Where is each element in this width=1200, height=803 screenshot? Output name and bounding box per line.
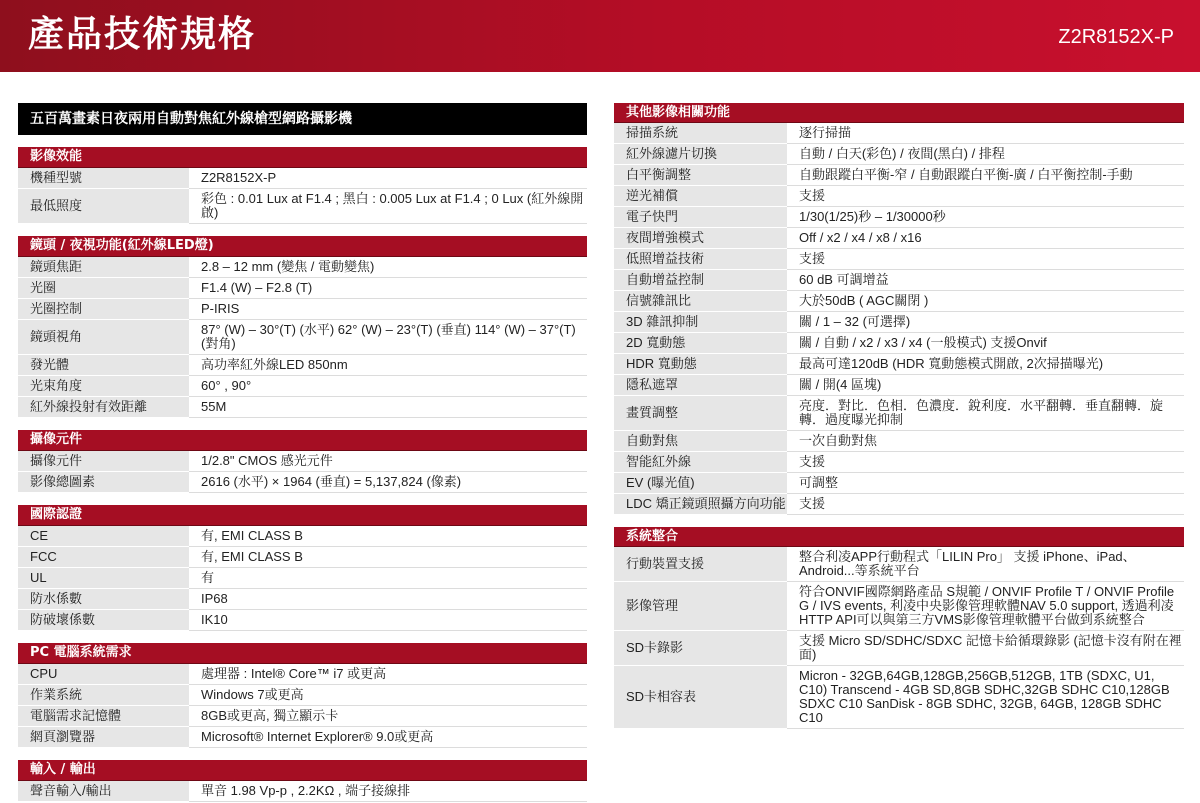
spec-label: 光圈 [18,278,189,299]
spec-section [614,103,1184,515]
spec-value: IP68 [189,589,587,610]
spec-value: Microsoft® Internet Explorer® 9.0或更高 [189,727,587,748]
spec-value: IK10 [189,610,587,631]
spec-value: 自動跟蹤白平衡-窄 / 自動跟蹤白平衡-廣 / 白平衡控制-手動 [787,165,1184,186]
spec-section [18,430,587,493]
spec-label: 夜間增強模式 [614,228,787,249]
model-number: Z2R8152X-P [1058,26,1174,48]
spec-row [18,189,587,224]
spec-value: 2616 (水平) × 1964 (垂直) = 5,137,824 (像素) [189,472,587,493]
spec-value: Windows 7或更高 [189,685,587,706]
left-column [18,103,587,802]
spec-row [18,168,587,189]
spec-label: EV (曝光值) [614,473,787,494]
spec-label: 機種型號 [18,168,189,189]
spec-value: 支援 [787,494,1184,515]
spec-row [18,685,587,706]
spec-row [614,431,1184,452]
spec-value: 大於50dB ( AGC關閉 ) [787,291,1184,312]
spec-row [18,727,587,748]
spec-label: CE [18,526,189,547]
spec-label: 電腦需求記憶體 [18,706,189,727]
spec-row [614,452,1184,473]
spec-value: 1/30(1/25)秒 – 1/30000秒 [787,207,1184,228]
spec-row [18,664,587,685]
spec-value: 逐行掃描 [787,123,1184,144]
section-heading: 鏡頭 / 夜視功能(紅外線LED燈) [18,236,587,257]
spec-label: 信號雜訊比 [614,291,787,312]
spec-row [18,320,587,355]
spec-row [18,472,587,493]
spec-row [614,186,1184,207]
spec-section [18,505,587,631]
spec-row [614,291,1184,312]
spec-row [18,589,587,610]
section-heading: 輸入 / 輸出 [18,760,587,781]
spec-value: 高功率紅外線LED 850nm [189,355,587,376]
section-heading: 攝像元件 [18,430,587,451]
spec-table [614,547,1184,729]
spec-label: SD卡錄影 [614,631,787,666]
spec-label: 網頁瀏覽器 [18,727,189,748]
spec-label: 低照增益技術 [614,249,787,270]
spec-label: 白平衡調整 [614,165,787,186]
spec-label: 光束角度 [18,376,189,397]
spec-row [614,144,1184,165]
spec-label: 防水係數 [18,589,189,610]
spec-label: 自動增益控制 [614,270,787,291]
spec-value: 支援 [787,249,1184,270]
spec-row [18,526,587,547]
spec-label: 2D 寬動態 [614,333,787,354]
spec-label: 掃描系統 [614,123,787,144]
spec-label: FCC [18,547,189,568]
spec-label: LDC 矯正鏡頭照攝方向功能 [614,494,787,515]
product-title: 五百萬畫素日夜兩用自動對焦紅外線槍型網路攝影機 [18,103,587,135]
spec-value: 關 / 開(4 區塊) [787,375,1184,396]
spec-label: 聲音輸入/輸出 [18,781,189,802]
spec-value: 支援 [787,186,1184,207]
spec-label: 鏡頭視角 [18,320,189,355]
spec-label: CPU [18,664,189,685]
spec-value: 87° (W) – 30°(T) (水平) 62° (W) – 23°(T) (垂直) 114° (W) – 37°(T) (對角) [189,320,587,355]
spec-value: 有, EMI CLASS B [189,526,587,547]
spec-row [614,165,1184,186]
spec-value: 60° , 90° [189,376,587,397]
spec-section [18,643,587,748]
spec-label: HDR 寬動態 [614,354,787,375]
spec-value: 60 dB 可調增益 [787,270,1184,291]
spec-row [18,451,587,472]
spec-value: 整合利凌APP行動程式「LILIN Pro」 支援 iPhone、iPad、Android...等系統平台 [787,547,1184,582]
spec-label: 電子快門 [614,207,787,228]
spec-row [614,333,1184,354]
spec-row [614,494,1184,515]
spec-table [18,451,587,493]
spec-row [614,473,1184,494]
spec-label: 防破壞係數 [18,610,189,631]
spec-value: 8GB或更高, 獨立顯示卡 [189,706,587,727]
spec-value: Z2R8152X-P [189,168,587,189]
spec-label: 畫質調整 [614,396,787,431]
spec-row [18,706,587,727]
spec-row [18,376,587,397]
spec-row [614,354,1184,375]
spec-label: 最低照度 [18,189,189,224]
spec-row [614,375,1184,396]
section-heading: PC 電腦系統需求 [18,643,587,664]
spec-value: 彩色 : 0.01 Lux at F1.4 ; 黑白 : 0.005 Lux at F1.4 ; 0 Lux (紅外線開啟) [189,189,587,224]
spec-value: P-IRIS [189,299,587,320]
section-heading: 其他影像相關功能 [614,103,1184,123]
spec-section [18,236,587,418]
spec-table [18,168,587,224]
spec-value: 單音 1.98 Vp-p , 2.2KΩ , 端子接線排 [189,781,587,802]
spec-table [18,781,587,802]
section-heading: 影像效能 [18,147,587,168]
spec-value: 支援 Micro SD/SDHC/SDXC 記憶卡給循環錄影 (記憶卡沒有附在裡面) [787,631,1184,666]
spec-value: 支援 [787,452,1184,473]
spec-value: 一次自動對焦 [787,431,1184,452]
spec-label: 作業系統 [18,685,189,706]
spec-row [18,568,587,589]
spec-row [614,582,1184,631]
spec-value: 符合ONVIF國際網路產品 S規範 / ONVIF Profile T / ONVIF Profile G / IVS events, 利凌中央影像管理軟體NAV 5.0 support, 透過利凌HTTP API可以與第三方VMS影像管理軟體平台做到系統整合 [787,582,1184,631]
spec-row [614,249,1184,270]
spec-label: 攝像元件 [18,451,189,472]
spec-value: 自動 / 白天(彩色) / 夜間(黑白) / 排程 [787,144,1184,165]
spec-table [18,257,587,418]
right-column [614,103,1184,729]
spec-row [614,631,1184,666]
spec-row [18,547,587,568]
spec-table [18,664,587,748]
spec-label: UL [18,568,189,589]
spec-row [614,312,1184,333]
page-title: 產品技術規格 [28,14,257,55]
spec-value: Micron - 32GB,64GB,128GB,256GB,512GB, 1TB (SDXC, U1, C10) Transcend - 4GB SD,8GB SDHC,32GB SDHC C10,128GB SDXC C10 SanDisk - 8GB SDHC, 32GB, 64GB, 128GB SDHC C10 [787,666,1184,729]
spec-value: 有 [189,568,587,589]
spec-value: F1.4 (W) – F2.8 (T) [189,278,587,299]
spec-row [614,207,1184,228]
spec-label: SD卡相容表 [614,666,787,729]
section-heading: 國際認證 [18,505,587,526]
spec-label: 紅外線濾片切換 [614,144,787,165]
spec-value: 處理器 : Intel® Core™ i7 或更高 [189,664,587,685]
spec-label: 影像總圖素 [18,472,189,493]
spec-value: 55M [189,397,587,418]
spec-row [614,270,1184,291]
spec-label: 影像管理 [614,582,787,631]
spec-label: 行動裝置支援 [614,547,787,582]
spec-value: 1/2.8" CMOS 感光元件 [189,451,587,472]
spec-value: 關 / 自動 / x2 / x3 / x4 (一般模式) 支援Onvif [787,333,1184,354]
spec-section [18,760,587,802]
spec-row [614,666,1184,729]
spec-section [614,527,1184,729]
spec-table [18,526,587,631]
spec-row [614,228,1184,249]
spec-row [18,257,587,278]
spec-table [614,123,1184,515]
spec-row [614,123,1184,144]
spec-section [18,147,587,224]
spec-label: 紅外線投射有效距離 [18,397,189,418]
spec-row [18,781,587,802]
spec-row [18,355,587,376]
spec-label: 隱私遮罩 [614,375,787,396]
spec-label: 逆光補償 [614,186,787,207]
spec-row [18,610,587,631]
spec-label: 自動對焦 [614,431,787,452]
spec-row [614,547,1184,582]
spec-label: 光圈控制 [18,299,189,320]
spec-label: 3D 雜訊抑制 [614,312,787,333]
spec-label: 智能紅外線 [614,452,787,473]
spec-row [18,299,587,320]
spec-value: 2.8 – 12 mm (變焦 / 電動變焦) [189,257,587,278]
spec-row [18,278,587,299]
spec-value: 有, EMI CLASS B [189,547,587,568]
page-header [0,0,1200,72]
spec-value: 亮度．對比．色相．色濃度．銳利度．水平翻轉．垂直翻轉．旋轉．過度曝光抑制 [787,396,1184,431]
spec-value: 可調整 [787,473,1184,494]
spec-label: 發光體 [18,355,189,376]
spec-row [614,396,1184,431]
spec-value: 關 / 1 – 32 (可選擇) [787,312,1184,333]
spec-row [18,397,587,418]
spec-label: 鏡頭焦距 [18,257,189,278]
section-heading: 系統整合 [614,527,1184,547]
spec-value: Off / x2 / x4 / x8 / x16 [787,228,1184,249]
spec-value: 最高可達120dB (HDR 寬動態模式開啟, 2次掃描曝光) [787,354,1184,375]
